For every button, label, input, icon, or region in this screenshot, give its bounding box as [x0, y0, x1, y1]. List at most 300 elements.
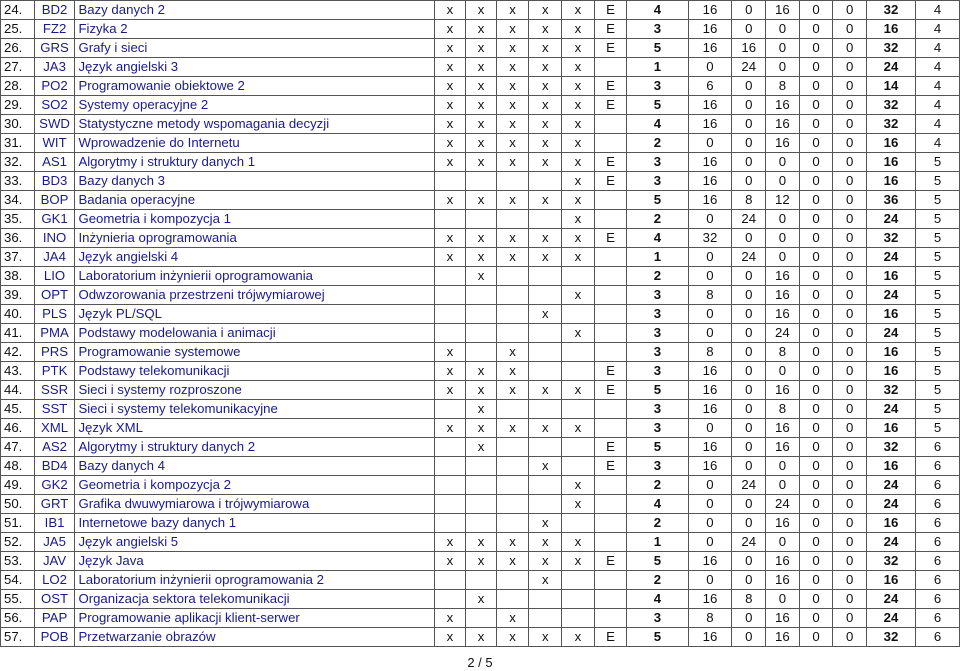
- mark-cell: [496, 495, 529, 514]
- row-number: 27.: [1, 58, 35, 77]
- row-number: 37.: [1, 248, 35, 267]
- ects-points: 3: [627, 400, 688, 419]
- mark-cell: [496, 476, 529, 495]
- table-row: [1, 590, 960, 609]
- hours-cell: 0: [833, 552, 867, 571]
- mark-cell: x: [466, 134, 497, 153]
- mark-cell: E: [594, 20, 627, 39]
- hours-cell: 24: [732, 248, 766, 267]
- mark-cell: [496, 400, 529, 419]
- hours-cell: 0: [833, 172, 867, 191]
- hours-cell: 0: [833, 286, 867, 305]
- mark-cell: [594, 267, 627, 286]
- hours-cell: 0: [833, 153, 867, 172]
- mark-cell: x: [496, 533, 529, 552]
- mark-cell: E: [594, 77, 627, 96]
- mark-cell: [562, 400, 595, 419]
- hours-cell: 0: [833, 267, 867, 286]
- hours-cell: 0: [766, 590, 800, 609]
- hours-cell: 0: [732, 609, 766, 628]
- mark-cell: x: [529, 58, 562, 77]
- ects-points: 3: [627, 153, 688, 172]
- course-name: Język Java: [75, 552, 434, 571]
- mark-cell: [562, 514, 595, 533]
- row-number: 47.: [1, 438, 35, 457]
- hours-cell: 0: [732, 514, 766, 533]
- row-number: 55.: [1, 590, 35, 609]
- mark-cell: E: [594, 362, 627, 381]
- mark-cell: [562, 438, 595, 457]
- hours-cell: 0: [833, 419, 867, 438]
- mark-cell: E: [594, 153, 627, 172]
- hours-cell: 0: [799, 248, 833, 267]
- row-number: 42.: [1, 343, 35, 362]
- course-code: SO2: [34, 96, 75, 115]
- row-number: 40.: [1, 305, 35, 324]
- hours-cell: 16: [688, 191, 732, 210]
- mark-cell: [562, 609, 595, 628]
- course-name: Wprowadzenie do Internetu: [75, 134, 434, 153]
- mark-cell: x: [466, 20, 497, 39]
- ects-points: 3: [627, 172, 688, 191]
- total-hours: 16: [867, 305, 916, 324]
- total-hours: 16: [867, 343, 916, 362]
- mark-cell: [466, 210, 497, 229]
- hours-cell: 16: [688, 400, 732, 419]
- ects-points: 5: [627, 96, 688, 115]
- mark-cell: [496, 438, 529, 457]
- table-body: [1, 1, 960, 647]
- mark-cell: x: [434, 362, 466, 381]
- course-code: PAP: [34, 609, 75, 628]
- semester: 4: [916, 20, 960, 39]
- semester: 6: [916, 514, 960, 533]
- mark-cell: [529, 324, 562, 343]
- mark-cell: x: [496, 419, 529, 438]
- hours-cell: 0: [799, 362, 833, 381]
- mark-cell: [466, 305, 497, 324]
- mark-cell: x: [434, 1, 466, 20]
- mark-cell: x: [434, 115, 466, 134]
- course-code: XML: [34, 419, 75, 438]
- hours-cell: 0: [799, 514, 833, 533]
- hours-cell: 0: [732, 1, 766, 20]
- mark-cell: x: [466, 58, 497, 77]
- course-code: IB1: [34, 514, 75, 533]
- hours-cell: 0: [732, 115, 766, 134]
- ects-points: 1: [627, 58, 688, 77]
- mark-cell: [434, 305, 466, 324]
- mark-cell: [434, 495, 466, 514]
- hours-cell: 0: [732, 419, 766, 438]
- table-row: [1, 343, 960, 362]
- total-hours: 16: [867, 571, 916, 590]
- total-hours: 24: [867, 533, 916, 552]
- mark-cell: [466, 286, 497, 305]
- ects-points: 2: [627, 514, 688, 533]
- mark-cell: x: [529, 191, 562, 210]
- hours-cell: 0: [766, 39, 800, 58]
- ects-points: 2: [627, 210, 688, 229]
- mark-cell: x: [529, 20, 562, 39]
- course-name: Język PL/SQL: [75, 305, 434, 324]
- mark-cell: [594, 476, 627, 495]
- hours-cell: 0: [799, 324, 833, 343]
- ects-points: 3: [627, 457, 688, 476]
- course-code: BD4: [34, 457, 75, 476]
- total-hours: 24: [867, 609, 916, 628]
- mark-cell: x: [562, 20, 595, 39]
- hours-cell: 0: [732, 96, 766, 115]
- mark-cell: x: [529, 419, 562, 438]
- mark-cell: [466, 457, 497, 476]
- hours-cell: 16: [688, 552, 732, 571]
- mark-cell: x: [466, 590, 497, 609]
- mark-cell: x: [466, 400, 497, 419]
- total-hours: 16: [867, 172, 916, 191]
- ects-points: 3: [627, 20, 688, 39]
- mark-cell: x: [434, 419, 466, 438]
- course-code: AS1: [34, 153, 75, 172]
- table-row: [1, 153, 960, 172]
- ects-points: 4: [627, 590, 688, 609]
- mark-cell: x: [496, 58, 529, 77]
- hours-cell: 16: [766, 571, 800, 590]
- ects-points: 1: [627, 248, 688, 267]
- hours-cell: 0: [688, 210, 732, 229]
- hours-cell: 0: [799, 58, 833, 77]
- hours-cell: 16: [766, 1, 800, 20]
- mark-cell: x: [562, 419, 595, 438]
- mark-cell: [529, 495, 562, 514]
- hours-cell: 16: [688, 153, 732, 172]
- hours-cell: 0: [766, 533, 800, 552]
- mark-cell: [529, 172, 562, 191]
- hours-cell: 0: [799, 476, 833, 495]
- mark-cell: x: [434, 229, 466, 248]
- course-name: Organizacja sektora telekomunikacji: [75, 590, 434, 609]
- semester: 4: [916, 115, 960, 134]
- course-name: Podstawy modelowania i animacji: [75, 324, 434, 343]
- row-number: 34.: [1, 191, 35, 210]
- mark-cell: [594, 533, 627, 552]
- semester: 6: [916, 571, 960, 590]
- course-code: LIO: [34, 267, 75, 286]
- mark-cell: x: [434, 191, 466, 210]
- mark-cell: x: [466, 1, 497, 20]
- semester: 4: [916, 39, 960, 58]
- table-row: [1, 476, 960, 495]
- row-number: 54.: [1, 571, 35, 590]
- mark-cell: [434, 457, 466, 476]
- ects-points: 5: [627, 381, 688, 400]
- semester: 5: [916, 153, 960, 172]
- row-number: 56.: [1, 609, 35, 628]
- mark-cell: [434, 172, 466, 191]
- hours-cell: 0: [799, 343, 833, 362]
- table-row: [1, 533, 960, 552]
- ects-points: 4: [627, 1, 688, 20]
- mark-cell: [496, 457, 529, 476]
- mark-cell: x: [496, 191, 529, 210]
- mark-cell: x: [466, 438, 497, 457]
- hours-cell: 16: [688, 20, 732, 39]
- mark-cell: [466, 514, 497, 533]
- hours-cell: 0: [799, 229, 833, 248]
- mark-cell: x: [529, 305, 562, 324]
- hours-cell: 8: [766, 343, 800, 362]
- ects-points: 3: [627, 419, 688, 438]
- hours-cell: 0: [833, 609, 867, 628]
- mark-cell: [594, 571, 627, 590]
- mark-cell: x: [562, 96, 595, 115]
- mark-cell: [594, 191, 627, 210]
- mark-cell: x: [466, 96, 497, 115]
- course-code: PMA: [34, 324, 75, 343]
- hours-cell: 0: [833, 58, 867, 77]
- hours-cell: 0: [799, 39, 833, 58]
- semester: 5: [916, 362, 960, 381]
- mark-cell: x: [466, 381, 497, 400]
- total-hours: 24: [867, 210, 916, 229]
- mark-cell: [434, 476, 466, 495]
- course-name: Algorytmy i struktury danych 2: [75, 438, 434, 457]
- table-row: [1, 210, 960, 229]
- mark-cell: [496, 267, 529, 286]
- table-row: [1, 267, 960, 286]
- semester: 4: [916, 58, 960, 77]
- table-row: [1, 134, 960, 153]
- semester: 5: [916, 419, 960, 438]
- mark-cell: x: [529, 457, 562, 476]
- hours-cell: 0: [833, 514, 867, 533]
- mark-cell: [594, 400, 627, 419]
- mark-cell: [594, 58, 627, 77]
- hours-cell: 0: [688, 571, 732, 590]
- hours-cell: 0: [833, 400, 867, 419]
- ects-points: 3: [627, 362, 688, 381]
- hours-cell: 0: [833, 628, 867, 647]
- ects-points: 2: [627, 476, 688, 495]
- hours-cell: 0: [732, 457, 766, 476]
- total-hours: 32: [867, 438, 916, 457]
- mark-cell: x: [496, 609, 529, 628]
- hours-cell: 0: [688, 324, 732, 343]
- course-name: Podstawy telekomunikacji: [75, 362, 434, 381]
- ects-points: 3: [627, 77, 688, 96]
- mark-cell: E: [594, 229, 627, 248]
- hours-cell: 0: [732, 172, 766, 191]
- ects-points: 2: [627, 571, 688, 590]
- hours-cell: 16: [688, 1, 732, 20]
- hours-cell: 0: [799, 419, 833, 438]
- mark-cell: E: [594, 552, 627, 571]
- ects-points: 3: [627, 609, 688, 628]
- mark-cell: x: [466, 362, 497, 381]
- hours-cell: 0: [732, 438, 766, 457]
- table-row: [1, 552, 960, 571]
- mark-cell: x: [529, 514, 562, 533]
- course-name: Programowanie aplikacji klient-serwer: [75, 609, 434, 628]
- course-code: FZ2: [34, 20, 75, 39]
- mark-cell: [466, 495, 497, 514]
- mark-cell: x: [466, 115, 497, 134]
- hours-cell: 0: [799, 457, 833, 476]
- mark-cell: x: [434, 552, 466, 571]
- hours-cell: 24: [732, 58, 766, 77]
- row-number: 39.: [1, 286, 35, 305]
- course-name: Statystyczne metody wspomagania decyzji: [75, 115, 434, 134]
- mark-cell: E: [594, 457, 627, 476]
- mark-cell: [594, 248, 627, 267]
- mark-cell: [466, 609, 497, 628]
- hours-cell: 0: [833, 210, 867, 229]
- row-number: 24.: [1, 1, 35, 20]
- mark-cell: E: [594, 172, 627, 191]
- total-hours: 24: [867, 58, 916, 77]
- total-hours: 16: [867, 362, 916, 381]
- hours-cell: 16: [766, 305, 800, 324]
- course-code: GK1: [34, 210, 75, 229]
- row-number: 45.: [1, 400, 35, 419]
- course-code: AS2: [34, 438, 75, 457]
- semester: 5: [916, 400, 960, 419]
- course-code: SWD: [34, 115, 75, 134]
- hours-cell: 0: [766, 457, 800, 476]
- mark-cell: E: [594, 438, 627, 457]
- course-code: LO2: [34, 571, 75, 590]
- hours-cell: 16: [766, 134, 800, 153]
- table-row: [1, 457, 960, 476]
- hours-cell: 24: [732, 476, 766, 495]
- mark-cell: [594, 286, 627, 305]
- mark-cell: x: [434, 609, 466, 628]
- table-row: [1, 438, 960, 457]
- hours-cell: 24: [732, 533, 766, 552]
- hours-cell: 0: [833, 115, 867, 134]
- hours-cell: 0: [799, 1, 833, 20]
- mark-cell: x: [529, 229, 562, 248]
- mark-cell: x: [466, 191, 497, 210]
- row-number: 33.: [1, 172, 35, 191]
- hours-cell: 16: [688, 438, 732, 457]
- row-number: 38.: [1, 267, 35, 286]
- semester: 4: [916, 96, 960, 115]
- mark-cell: [496, 324, 529, 343]
- hours-cell: 0: [799, 552, 833, 571]
- ects-points: 3: [627, 305, 688, 324]
- hours-cell: 24: [732, 210, 766, 229]
- total-hours: 24: [867, 286, 916, 305]
- hours-cell: 0: [833, 476, 867, 495]
- hours-cell: 0: [688, 267, 732, 286]
- hours-cell: 0: [833, 191, 867, 210]
- mark-cell: [466, 476, 497, 495]
- page-number: 2 / 5: [467, 655, 493, 670]
- mark-cell: [466, 571, 497, 590]
- semester: 6: [916, 609, 960, 628]
- mark-cell: x: [496, 248, 529, 267]
- hours-cell: 16: [766, 381, 800, 400]
- mark-cell: x: [529, 248, 562, 267]
- hours-cell: 16: [766, 514, 800, 533]
- mark-cell: x: [466, 267, 497, 286]
- table-row: [1, 1, 960, 20]
- course-name: Laboratorium inżynierii oprogramowania: [75, 267, 434, 286]
- semester: 5: [916, 305, 960, 324]
- total-hours: 32: [867, 552, 916, 571]
- course-code: SSR: [34, 381, 75, 400]
- mark-cell: x: [529, 628, 562, 647]
- hours-cell: 16: [766, 552, 800, 571]
- semester: 6: [916, 495, 960, 514]
- total-hours: 36: [867, 191, 916, 210]
- course-code: JA4: [34, 248, 75, 267]
- ects-points: 1: [627, 533, 688, 552]
- course-name: Geometria i kompozycja 2: [75, 476, 434, 495]
- row-number: 51.: [1, 514, 35, 533]
- course-code: PRS: [34, 343, 75, 362]
- semester: 5: [916, 267, 960, 286]
- course-code: JA3: [34, 58, 75, 77]
- table-row: [1, 609, 960, 628]
- row-number: 50.: [1, 495, 35, 514]
- semester: 5: [916, 381, 960, 400]
- total-hours: 32: [867, 39, 916, 58]
- mark-cell: [594, 590, 627, 609]
- total-hours: 16: [867, 153, 916, 172]
- semester: 5: [916, 229, 960, 248]
- table-row: [1, 229, 960, 248]
- mark-cell: x: [529, 153, 562, 172]
- mark-cell: x: [466, 628, 497, 647]
- mark-cell: E: [594, 628, 627, 647]
- hours-cell: 0: [732, 134, 766, 153]
- table-row: [1, 419, 960, 438]
- course-name: Systemy operacyjne 2: [75, 96, 434, 115]
- hours-cell: 0: [799, 286, 833, 305]
- hours-cell: 0: [799, 571, 833, 590]
- semester: 5: [916, 210, 960, 229]
- mark-cell: x: [496, 552, 529, 571]
- total-hours: 32: [867, 628, 916, 647]
- row-number: 29.: [1, 96, 35, 115]
- hours-cell: 16: [688, 172, 732, 191]
- row-number: 32.: [1, 153, 35, 172]
- row-number: 25.: [1, 20, 35, 39]
- ects-points: 4: [627, 115, 688, 134]
- course-name: Język angielski 3: [75, 58, 434, 77]
- course-name: Język angielski 5: [75, 533, 434, 552]
- course-name: Sieci i systemy telekomunikacyjne: [75, 400, 434, 419]
- mark-cell: x: [466, 419, 497, 438]
- course-code: SST: [34, 400, 75, 419]
- mark-cell: [529, 362, 562, 381]
- row-number: 28.: [1, 77, 35, 96]
- mark-cell: [594, 609, 627, 628]
- mark-cell: [434, 286, 466, 305]
- hours-cell: 0: [799, 96, 833, 115]
- row-number: 52.: [1, 533, 35, 552]
- hours-cell: 0: [766, 476, 800, 495]
- table-row: [1, 495, 960, 514]
- hours-cell: 0: [833, 39, 867, 58]
- course-name: Bazy danych 3: [75, 172, 434, 191]
- hours-cell: 32: [688, 229, 732, 248]
- total-hours: 32: [867, 115, 916, 134]
- total-hours: 32: [867, 381, 916, 400]
- hours-cell: 0: [732, 495, 766, 514]
